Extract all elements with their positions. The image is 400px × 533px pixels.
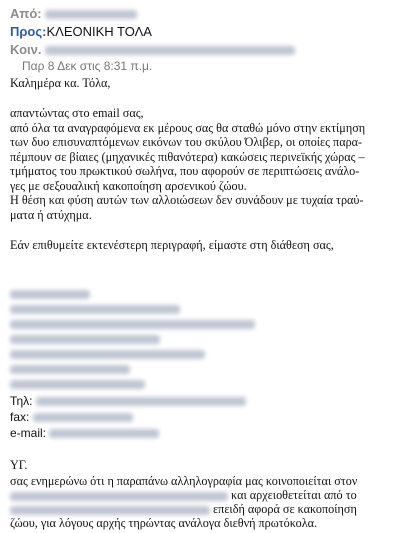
tel-label: Τηλ: — [10, 394, 33, 408]
redacted-signature-line — [10, 320, 255, 329]
text-line: από όλα τα αναγραφόμενα εκ μέρους σας θα σταθώ μόνο στην εκτίμηση — [10, 120, 366, 135]
fax-label: fax: — [10, 410, 30, 424]
cc-row — [10, 42, 295, 57]
to-row — [10, 24, 152, 39]
redacted-cc — [45, 46, 295, 55]
redacted-signature-line — [10, 380, 145, 389]
ps-text: επειδή αφορά σε κακοποίηση — [213, 502, 357, 516]
ps-label: ΥΓ. — [10, 458, 28, 472]
email-row — [10, 426, 159, 440]
to-value[interactable]: ΚΛΕΟΝΙΚΗ ΤΟΛΑ — [46, 24, 152, 39]
ps-line-4: ζώου, για λόγους αρχής τηρώντας ανάλογα διεθνή πρωτόκολα. — [10, 516, 318, 530]
redacted-fax — [33, 413, 133, 422]
message-paragraph-1 — [10, 106, 390, 222]
ps-line-2 — [10, 488, 390, 503]
redacted-phone — [36, 397, 246, 406]
text-line: τμήματος του πρωκτικού σωλήνα, που αφορούν σε περιπτώσεις ανάλο- — [10, 164, 360, 178]
redacted-recipient — [10, 492, 228, 501]
redacted-email[interactable] — [49, 429, 159, 438]
from-label: Από: — [10, 6, 42, 21]
greeting: Καλημέρα κα. Τόλα, — [10, 76, 111, 90]
text-line: των δυο επισυναπτόμενων εικόνων του σκύλου Όλιβερ, οι οποίες παρα- — [10, 135, 363, 149]
redacted-signature-line — [10, 365, 130, 374]
redacted-sender — [45, 10, 137, 19]
redacted-signature-line — [10, 350, 205, 359]
text-line: Η θέση και φύση αυτών των αλλοιώσεων δεν συνάδουν με τυχαία τραύ- — [10, 193, 364, 207]
message-paragraph-2: Εάν επιθυμείτε εκτενέστερη περιγραφή, είμαστε στη διάθεση σας, — [10, 238, 334, 252]
ps-line-1: σας ενημερώνω ότι η παραπάνω αλληλογραφία μας κοινοποιείται στον — [10, 474, 358, 488]
redacted-signature-line — [10, 305, 180, 314]
message-date: Παρ 8 Δεκ στις 8:31 π.μ. — [22, 59, 153, 73]
paragraph-intro: απαντώντας στο email σας, — [10, 106, 144, 120]
ps-line-3 — [10, 502, 390, 517]
text-line: πέμπουν σε βίαιες (μηχανικές πιθανότερα) κακώσεις περινεϊκής χώρας – — [10, 149, 365, 164]
from-row — [10, 6, 137, 21]
redacted-signature-line — [10, 335, 160, 344]
redacted-organization — [10, 506, 210, 515]
fax-row — [10, 410, 133, 424]
text-line: ματα ή ατύχημα. — [10, 207, 92, 222]
text-line: γες με σεξουαλική κακοποίηση αρσενικού ζώου. — [10, 178, 247, 193]
cc-label: Κοιν. — [10, 42, 42, 57]
email-label: e-mail: — [10, 426, 47, 440]
to-label: Προς: — [10, 24, 47, 39]
ps-text: και αρχειοθετείται από το — [231, 488, 357, 502]
redacted-signature-line — [10, 290, 90, 299]
tel-row — [10, 394, 246, 408]
